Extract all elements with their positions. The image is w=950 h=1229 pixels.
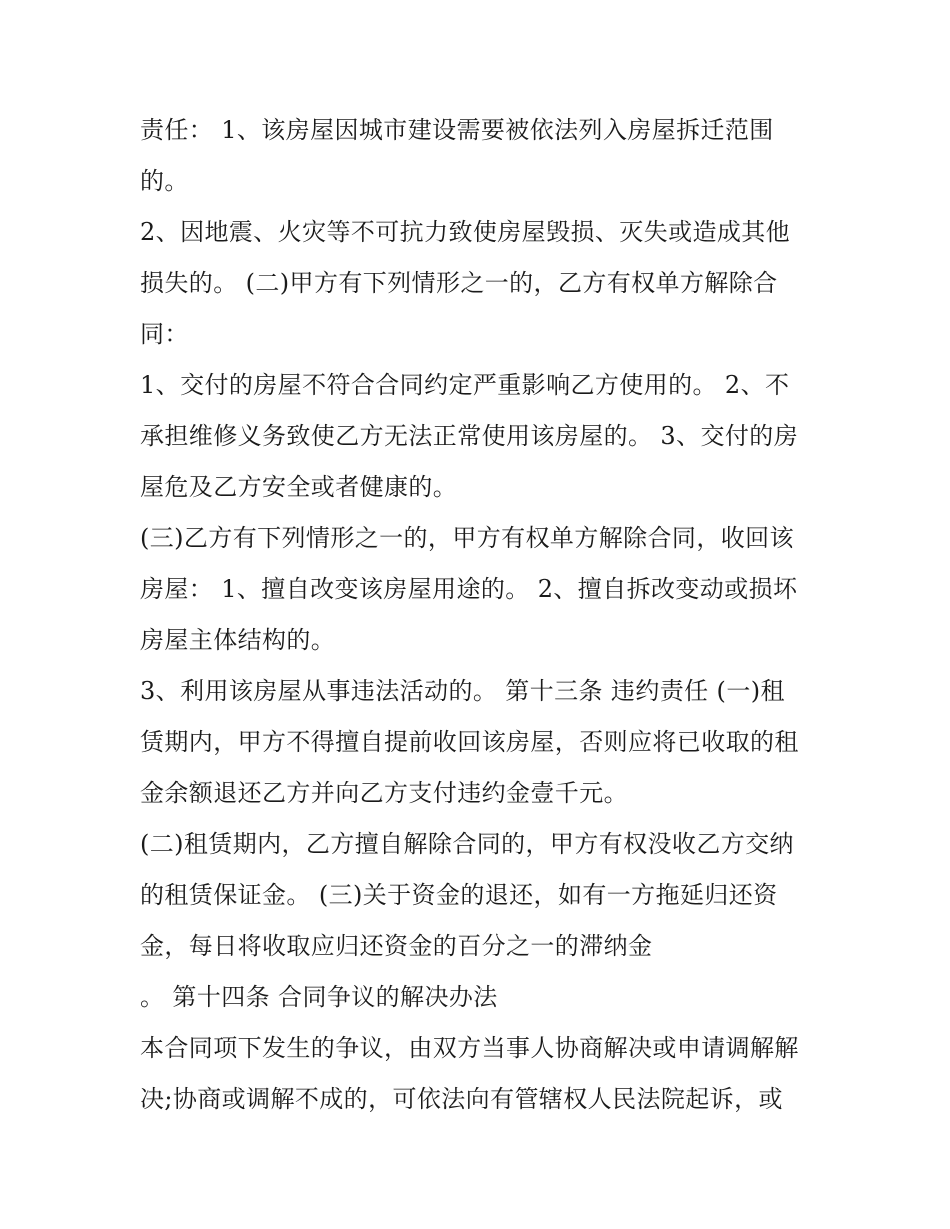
text-line: 2、因地震、火灾等不可抗力致使房屋毁损、灭失或造成其他 (140, 218, 791, 246)
text-line: 屋危及乙方安全或者健康的。 (140, 473, 458, 501)
text-line: 1、交付的房屋不符合合同约定严重影响乙方使用的。 2、不 (140, 371, 790, 399)
text-line: 。 第十四条 合同争议的解决办法 (140, 983, 498, 1011)
text-line: (三)乙方有下列情形之一的，甲方有权单方解除合同，收回该 (140, 524, 794, 552)
text-line: 赁期内，甲方不得擅自提前收回该房屋，否则应将已收取的租 (140, 728, 799, 756)
text-line: 的。 (140, 167, 189, 195)
text-line: 本合同项下发生的争议，由双方当事人协商解决或申请调解解 (140, 1034, 799, 1062)
text-line: 房屋主体结构的。 (140, 626, 336, 654)
text-line: (二)租赁期内，乙方擅自解除合同的，甲方有权没收乙方交纳 (140, 830, 794, 858)
text-line: 承担维修义务致使乙方无法正常使用该房屋的。 3、交付的房 (140, 422, 799, 450)
text-line: 责任： 1、该房屋因城市建设需要被依法列入房屋拆迁范围 (140, 116, 774, 144)
text-line: 金余额退还乙方并向乙方支付违约金壹千元。 (140, 779, 628, 807)
text-line: 金，每日将收取应归还资金的百分之一的滞纳金 (140, 932, 653, 960)
text-line: 3、利用该房屋从事违法活动的。 第十三条 违约责任 (一)租 (140, 677, 785, 705)
text-line: 同： (140, 320, 189, 348)
text-line: 房屋： 1、擅自改变该房屋用途的。 2、擅自拆改变动或损坏 (140, 575, 798, 603)
contract-text (140, 107, 830, 1127)
text-line: 的租赁保证金。 (三)关于资金的退还，如有一方拖延归还资 (140, 881, 778, 909)
text-line: 决;协商或调解不成的，可依法向有管辖权人民法院起诉，或 (140, 1085, 783, 1113)
text-line: 损失的。 (二)甲方有下列情形之一的，乙方有权单方解除合 (140, 269, 778, 297)
